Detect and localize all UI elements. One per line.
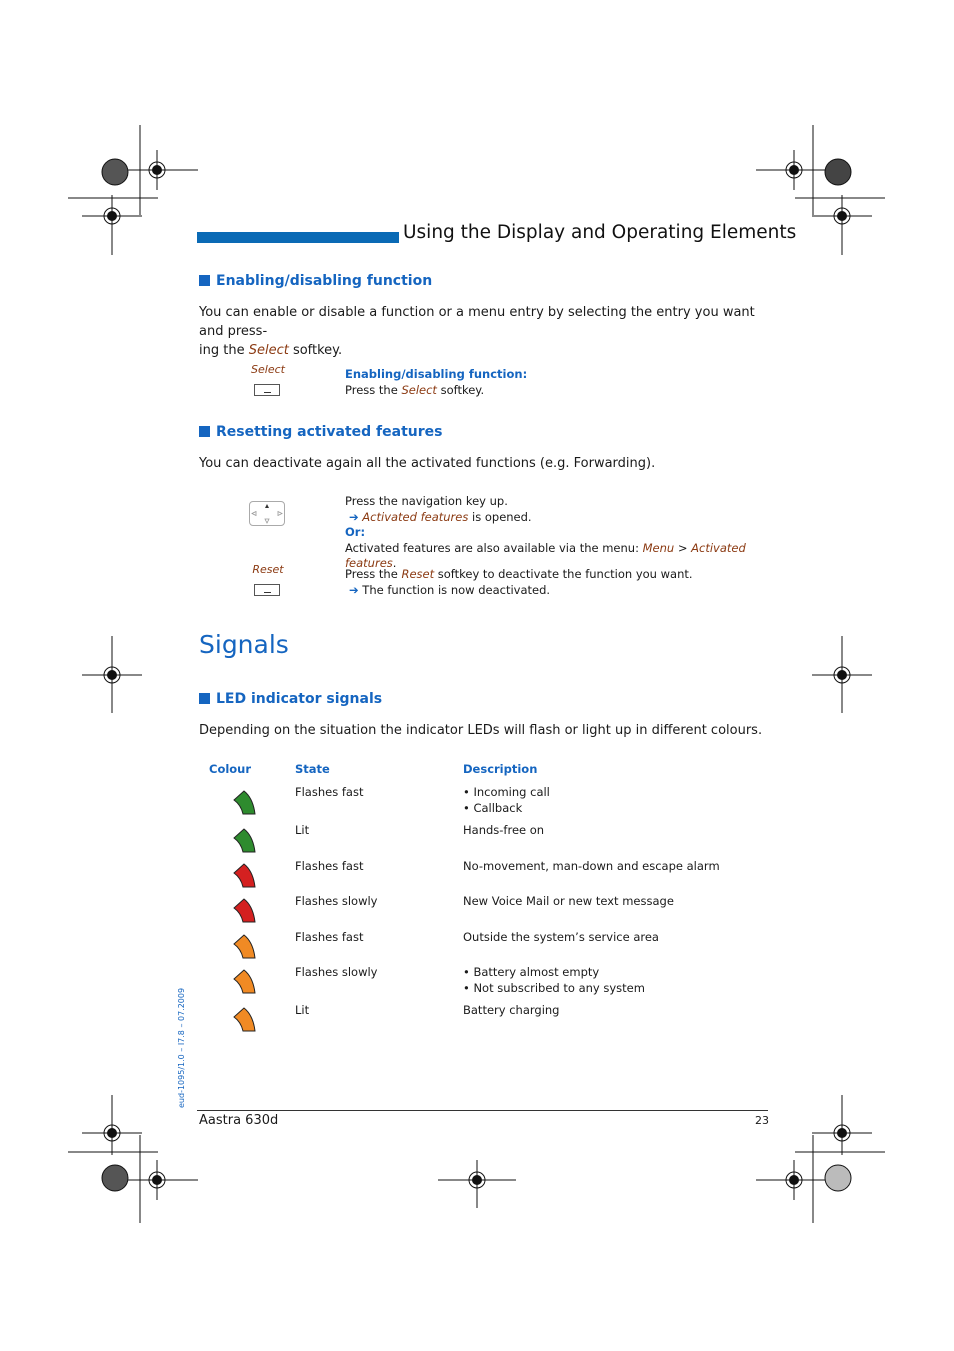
led-description: Hands-free on (463, 823, 545, 837)
led-description: Battery charging (463, 1003, 560, 1017)
led-description (463, 784, 550, 816)
softkey-icon (254, 384, 280, 396)
section1-paragraph: You can enable or disable a function or a menu entry by selecting the entry you want and press- ing the Select softkey. (199, 305, 755, 358)
led-indicator-icon (232, 862, 258, 890)
led-indicator-icon (232, 789, 258, 817)
list-item: • Battery almost empty (463, 965, 600, 979)
led-indicator-icon (232, 897, 258, 925)
led-indicator-icon (232, 968, 258, 996)
section-heading-reset: Resetting activated features (199, 424, 442, 440)
column-header-colour: Colour (209, 762, 252, 776)
square-bullet-icon (199, 693, 210, 704)
list-item: • Incoming call (463, 785, 550, 799)
section2-paragraph: You can deactivate again all the activated functions (e.g. Forwarding). (199, 456, 656, 471)
led-state: Lit (295, 823, 310, 837)
led-state: Flashes slowly (295, 965, 378, 979)
softkey-label-reset: Reset (252, 563, 284, 576)
step-navigation: Press the navigation key up. ➔ Activated features is opened. Or: Activated features are also available via the menu: Menu > Activated features. (345, 494, 746, 570)
document-id: eud-1095/1.0 – I7.8 – 07.2009 (177, 987, 186, 1108)
led-description: Outside the system’s service area (463, 930, 659, 944)
section-heading-enable: Enabling/disabling function (199, 273, 432, 289)
softkey-icon (254, 584, 280, 596)
navigation-key-icon (249, 501, 285, 526)
softkey-label-select: Select (251, 363, 285, 376)
led-state: Flashes fast (295, 785, 364, 799)
led-state: Flashes fast (295, 859, 364, 873)
square-bullet-icon (199, 426, 210, 437)
footer-rule (197, 1110, 768, 1111)
chapter-title: Using the Display and Operating Elements (403, 222, 797, 243)
signals-paragraph: Depending on the situation the indicator LEDs will flash or light up in different colours. (199, 723, 763, 738)
list-item: • Callback (463, 801, 523, 815)
list-item: • Not subscribed to any system (463, 981, 645, 995)
led-description: New Voice Mail or new text message (463, 894, 674, 908)
led-description (463, 964, 645, 996)
step-enable: Enabling/disabling function: Press the Select softkey. (345, 367, 528, 397)
led-indicator-icon (232, 827, 258, 855)
column-header-state: State (295, 762, 330, 776)
led-indicator-icon (232, 933, 258, 961)
led-description: No-movement, man-down and escape alarm (463, 859, 720, 873)
square-bullet-icon (199, 275, 210, 286)
header-bar (197, 232, 399, 243)
footer-product: Aastra 630d (199, 1113, 279, 1128)
led-indicator-icon (232, 1006, 258, 1034)
step-reset: Press the Reset softkey to deactivate the function you want. ➔ The function is now deactivated. (345, 567, 693, 597)
column-header-description: Description (463, 762, 538, 776)
page-title-signals: Signals (199, 630, 289, 659)
section-heading-led: LED indicator signals (199, 691, 382, 707)
footer-page-number: 23 (755, 1114, 769, 1127)
led-state: Flashes fast (295, 930, 364, 944)
led-state: Lit (295, 1003, 310, 1017)
led-state: Flashes slowly (295, 894, 378, 908)
